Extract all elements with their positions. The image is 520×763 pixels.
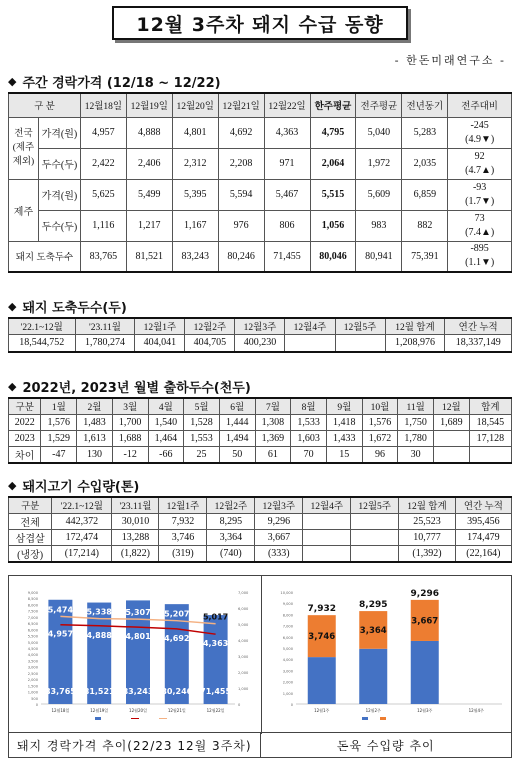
y2-tick-label: 6,000 [238, 607, 249, 611]
cell: 1,418 [326, 414, 362, 430]
cell: 3,667 [255, 529, 303, 545]
diamond-bullet-icon: ◆ [8, 75, 17, 88]
cell: 5,499 [126, 179, 172, 210]
y-tick-label: 8,000 [27, 603, 38, 608]
cell: 442,372 [52, 513, 112, 529]
bar-bottom-label: 81,521 [83, 687, 115, 696]
y-tick-label: 2,500 [27, 671, 38, 676]
header-cell: 12월2주 [185, 318, 235, 334]
y-tick-label: 10,000 [280, 591, 293, 595]
cell: 1,483 [77, 414, 113, 430]
cell: 1,553 [184, 430, 220, 446]
header-cell: 12월4주 [285, 318, 335, 334]
cell: (22,164) [455, 545, 511, 562]
cell: 4,363 [264, 117, 310, 148]
cell: 4,957 [80, 117, 126, 148]
cell [285, 334, 335, 352]
row-label: 돼지 도축두수 [9, 241, 81, 272]
cell: 25 [184, 446, 220, 463]
cell: 2,422 [80, 148, 126, 179]
cell: 10,777 [399, 529, 456, 545]
cell: 1,529 [41, 430, 77, 446]
header-cell: 구 분 [9, 93, 81, 117]
slaughter-table [8, 317, 512, 353]
cell [351, 513, 399, 529]
y-tick-label: 7,000 [27, 615, 38, 620]
cell: 5,040 [356, 117, 402, 148]
header-cell: 12월 합계 [399, 497, 456, 513]
cell: 8,295 [207, 513, 255, 529]
group-label: 제주 [9, 179, 39, 241]
left-caption: 돼지 경락가격 추이(22/23 12월 3주차) [16, 738, 252, 753]
header-cell: 전주평균 [356, 93, 402, 117]
cell: 25,523 [399, 513, 456, 529]
data-label-mid: 4,957 [47, 629, 74, 639]
cell: 2,035 [402, 148, 448, 179]
cell: 1,700 [112, 414, 148, 430]
y-tick-label: 2,000 [282, 680, 293, 685]
bar-other [359, 649, 387, 704]
table-row [9, 513, 512, 529]
cell: 5,395 [172, 179, 218, 210]
header-cell: 12월4주 [303, 497, 351, 513]
cell: 2022 [9, 414, 41, 430]
cell: 1,672 [362, 430, 398, 446]
header-cell: 4월 [148, 398, 184, 414]
y-tick-label: 3,500 [27, 659, 38, 664]
data-label-mid: 4,888 [86, 630, 112, 640]
page-title: 12월 3주차 돼지 수급 동향 [112, 6, 408, 40]
y-tick-label: 3,000 [27, 665, 38, 670]
data-label-total: 9,296 [410, 588, 439, 599]
cell: 5,283 [402, 117, 448, 148]
cell: 1,308 [255, 414, 291, 430]
header-cell: 10월 [362, 398, 398, 414]
header-cell: 12월1주 [135, 318, 185, 334]
row-label: 가격(원) [38, 179, 80, 210]
data-label-total: 7,932 [307, 604, 336, 615]
header-cell: 5월 [184, 398, 220, 414]
row-label: 두수(두) [38, 210, 80, 241]
charts-panel [8, 575, 512, 758]
cell: 400,230 [235, 334, 285, 352]
table-row [9, 430, 512, 446]
header-cell: 12월 합계 [385, 318, 445, 334]
header-cell: 2월 [77, 398, 113, 414]
header-cell: 12월2주 [207, 497, 255, 513]
cell: 174,479 [455, 529, 511, 545]
header-cell: 12월1주 [159, 497, 207, 513]
cell [303, 529, 351, 545]
header-cell: 1월 [41, 398, 77, 414]
y2-tick-label: 0 [238, 703, 241, 707]
section-heading: 2022년, 2023년 월별 출하두수(천두) [22, 381, 251, 396]
cell: 5,609 [356, 179, 402, 210]
cell: 404,041 [135, 334, 185, 352]
y-tick-label: 8,000 [282, 613, 293, 618]
cell: 18,337,149 [445, 334, 512, 352]
header-cell: 12월18일 [80, 93, 126, 117]
header-cell: 3월 [112, 398, 148, 414]
cell: 삼겹살 [9, 529, 52, 545]
cell: 1,208,976 [385, 334, 445, 352]
data-label-mid: 4,363 [202, 639, 229, 649]
cell: 70 [291, 446, 327, 463]
y2-tick-label: 2,000 [238, 671, 249, 675]
y-tick-label: 9,000 [282, 602, 293, 607]
header-cell: 8월 [291, 398, 327, 414]
y-tick-label: 0 [290, 703, 293, 707]
header-cell: 12월21일 [218, 93, 264, 117]
change-cell: 92 (4.7▲) [448, 148, 512, 179]
bar-bottom-label: 80,246 [161, 687, 193, 696]
price-trend-chart [9, 576, 261, 734]
cell: 3,746 [159, 529, 207, 545]
header-cell: 연간 누적 [455, 497, 511, 513]
cell: 1,603 [291, 430, 327, 446]
y2-tick-label: 3,000 [238, 655, 249, 659]
cell: 81,521 [126, 241, 172, 272]
section-heading: 돼지고기 수입량(톤) [22, 480, 140, 495]
cell: 172,474 [52, 529, 112, 545]
header-cell: 구분 [9, 497, 52, 513]
cell: 1,613 [77, 430, 113, 446]
data-label-mid: 4,692 [164, 633, 190, 643]
cell: 15 [326, 446, 362, 463]
cell: (1,392) [399, 545, 456, 562]
x-tick-label: 12월3주 [417, 708, 433, 713]
cell: 5,625 [80, 179, 126, 210]
change-cell: -93 (1.7▼) [448, 179, 512, 210]
cell: 71,455 [264, 241, 310, 272]
cell: 차이 [9, 446, 41, 463]
right-caption: 돈육 수입량 추이 [260, 733, 512, 757]
organization-label: - 한돈미래연구소 - [394, 54, 506, 67]
cell: 976 [218, 210, 264, 241]
cell: 1,972 [356, 148, 402, 179]
y-tick-label: 5,000 [282, 647, 293, 651]
cell: 83,243 [172, 241, 218, 272]
y-tick-label: 5,000 [27, 640, 38, 645]
cell: 18,544,752 [9, 334, 76, 352]
cell [434, 446, 470, 463]
y-tick-label: 500 [31, 696, 38, 701]
cell: 75,391 [402, 241, 448, 272]
cell: 17,128 [469, 430, 511, 446]
y-tick-label: 5,500 [27, 634, 38, 639]
data-label-top: 5,207 [164, 609, 190, 619]
cell: 983 [356, 210, 402, 241]
data-label-pork: 3,746 [308, 632, 336, 643]
cell: 395,456 [455, 513, 511, 529]
y-tick-label: 1,000 [282, 691, 293, 696]
section-heading: 돼지 도축두수(두) [22, 301, 127, 316]
y-tick-label: 8,500 [27, 597, 38, 602]
row-label: 가격(원) [38, 117, 80, 148]
cell: 1,369 [255, 430, 291, 446]
header-cell: 연간 누적 [445, 318, 512, 334]
header-cell: '22.1~12월 [52, 497, 112, 513]
x-tick-label: 12월1주 [314, 708, 330, 713]
cell: 30,010 [112, 513, 159, 529]
cell [469, 446, 511, 463]
cell: 6,859 [402, 179, 448, 210]
cell: 1,688 [112, 430, 148, 446]
cell: 30 [398, 446, 434, 463]
section-pork-imports [8, 476, 139, 495]
cell: 2,312 [172, 148, 218, 179]
auction-price-table [8, 92, 512, 273]
cell: -47 [41, 446, 77, 463]
x-tick-label: 12월4주 [468, 708, 484, 713]
table-row [9, 446, 512, 463]
cell: 83,765 [80, 241, 126, 272]
cell: -66 [148, 446, 184, 463]
cell: 13,288 [112, 529, 159, 545]
cell: 1,540 [148, 414, 184, 430]
data-label-top: 5,338 [86, 607, 112, 617]
cell [335, 334, 385, 352]
cell: 50 [219, 446, 255, 463]
cell: (319) [159, 545, 207, 562]
cell: 1,780,274 [75, 334, 135, 352]
header-cell: 12월19일 [126, 93, 172, 117]
diamond-bullet-icon: ◆ [8, 380, 17, 393]
cell: (17,214) [52, 545, 112, 562]
y2-tick-label: 5,000 [238, 623, 249, 627]
legend-swatch [362, 717, 368, 720]
group-label: 전국 (제주 제외) [9, 117, 39, 179]
data-label-total: 8,295 [359, 600, 388, 611]
cell: 80,941 [356, 241, 402, 272]
cell: 1,494 [219, 430, 255, 446]
y-tick-label: 1,500 [27, 684, 38, 689]
bar-bottom-label: 83,765 [44, 687, 76, 696]
cell: 1,464 [148, 430, 184, 446]
cell: 1,528 [184, 414, 220, 430]
header-cell: 한주평균 [310, 93, 356, 117]
cell: 2,406 [126, 148, 172, 179]
cell: 1,750 [398, 414, 434, 430]
header-cell: '23.11월 [112, 497, 159, 513]
cell: 80,246 [218, 241, 264, 272]
cell: 2,064 [310, 148, 356, 179]
cell: 1,576 [362, 414, 398, 430]
pork-imports-table [8, 496, 512, 563]
section-heading: 주간 경락가격 (12/18 ~ 12/22) [22, 76, 221, 91]
y-tick-label: 0 [35, 703, 38, 707]
cell [351, 529, 399, 545]
cell: 3,364 [207, 529, 255, 545]
header-cell: 12월3주 [235, 318, 285, 334]
cell [303, 545, 351, 562]
cell: 2,208 [218, 148, 264, 179]
data-label-top: 5,307 [125, 608, 151, 618]
cell: 1,444 [219, 414, 255, 430]
x-tick-label: 12월18일 [51, 708, 70, 713]
bar-other [308, 657, 336, 704]
legend-swatch [95, 717, 101, 720]
cell: 4,888 [126, 117, 172, 148]
data-label-pork: 3,667 [411, 616, 439, 627]
cell: 1,780 [398, 430, 434, 446]
table-row [9, 414, 512, 430]
cell: 1,533 [291, 414, 327, 430]
y-tick-label: 7,000 [282, 624, 293, 629]
y-tick-label: 9,000 [27, 591, 38, 595]
y-tick-label: 3,000 [282, 669, 293, 674]
bar-other [411, 641, 439, 704]
change-cell: -245 (4.9▼) [448, 117, 512, 148]
cell: 80,046 [310, 241, 356, 272]
cell: 4,795 [310, 117, 356, 148]
cell: 130 [77, 446, 113, 463]
data-label-mid: 4,801 [125, 632, 151, 642]
cell: 전체 [9, 513, 52, 529]
cell [351, 545, 399, 562]
cell: 1,576 [41, 414, 77, 430]
y-tick-label: 1,000 [27, 690, 38, 695]
cell: 5,515 [310, 179, 356, 210]
caption-row [9, 732, 511, 757]
row-label: 두수(두) [38, 148, 80, 179]
cell: 1,433 [326, 430, 362, 446]
cell: 1,116 [80, 210, 126, 241]
header-cell: 6월 [219, 398, 255, 414]
cell: 404,705 [185, 334, 235, 352]
cell: 971 [264, 148, 310, 179]
header-cell: 전주대비 [448, 93, 512, 117]
x-tick-label: 12월21일 [167, 708, 186, 713]
diamond-bullet-icon: ◆ [8, 479, 17, 492]
table-row [9, 545, 512, 562]
cell: (740) [207, 545, 255, 562]
y-tick-label: 4,000 [282, 658, 293, 663]
y2-tick-label: 7,000 [238, 591, 249, 595]
cell: (냉장) [9, 545, 52, 562]
cell: 18,545 [469, 414, 511, 430]
cell: 1,056 [310, 210, 356, 241]
change-cell: 73 (7.4▲) [448, 210, 512, 241]
y-tick-label: 6,000 [27, 628, 38, 633]
cell: 882 [402, 210, 448, 241]
data-label-top: 5,474 [47, 605, 74, 615]
cell: (1,822) [112, 545, 159, 562]
y2-tick-label: 1,000 [238, 687, 249, 691]
x-tick-label: 12월22일 [206, 708, 225, 713]
cell: 4,692 [218, 117, 264, 148]
y-tick-label: 6,500 [27, 622, 38, 627]
header-cell: 구분 [9, 398, 41, 414]
cell: 806 [264, 210, 310, 241]
y-tick-label: 4,500 [27, 647, 38, 651]
y-tick-label: 2,000 [27, 678, 38, 683]
cell: 7,932 [159, 513, 207, 529]
cell: 1,217 [126, 210, 172, 241]
cell [303, 513, 351, 529]
header-cell: 합계 [469, 398, 511, 414]
diamond-bullet-icon: ◆ [8, 300, 17, 313]
y2-tick-label: 4,000 [238, 639, 249, 643]
header-cell: 12월22일 [264, 93, 310, 117]
bar-bottom-label: 71,455 [200, 687, 232, 696]
header-cell: '22.1~12월 [9, 318, 76, 334]
header-cell: 12월 [434, 398, 470, 414]
header-cell: 12월3주 [255, 497, 303, 513]
cell: 9,296 [255, 513, 303, 529]
x-tick-label: 12월20일 [129, 708, 147, 713]
cell: 1,167 [172, 210, 218, 241]
table-row [9, 529, 512, 545]
cell [434, 430, 470, 446]
legend-swatch [380, 717, 386, 720]
header-cell: 12월5주 [335, 318, 385, 334]
cell: 96 [362, 446, 398, 463]
header-cell: 9월 [326, 398, 362, 414]
y-tick-label: 6,000 [282, 635, 293, 640]
import-trend-chart [262, 576, 513, 734]
header-cell: 7월 [255, 398, 291, 414]
cell: -12 [112, 446, 148, 463]
cell: 4,801 [172, 117, 218, 148]
section-monthly-shipments [8, 377, 251, 396]
monthly-shipments-table [8, 397, 512, 464]
data-label-top: 5,017 [202, 612, 229, 622]
cell: 61 [255, 446, 291, 463]
cell: (333) [255, 545, 303, 562]
section-auction-price [8, 72, 221, 91]
cell: 5,467 [264, 179, 310, 210]
y-tick-label: 4,000 [27, 653, 38, 658]
header-cell: 12월20일 [172, 93, 218, 117]
bar-bottom-label: 83,243 [122, 687, 154, 696]
header-cell: '23.11월 [75, 318, 135, 334]
cell: 2023 [9, 430, 41, 446]
x-tick-label: 12월2주 [365, 708, 381, 713]
header-cell: 11월 [398, 398, 434, 414]
section-slaughter [8, 297, 127, 316]
x-tick-label: 12월19일 [90, 708, 109, 713]
y-tick-label: 7,500 [27, 609, 38, 614]
price-trend-svg [9, 576, 261, 734]
import-trend-svg [262, 576, 513, 734]
data-label-pork: 3,364 [359, 625, 387, 636]
header-cell: 12월5주 [351, 497, 399, 513]
cell: 1,689 [434, 414, 470, 430]
change-cell: -895 (1.1▼) [448, 241, 512, 272]
cell: 5,594 [218, 179, 264, 210]
header-cell: 전년동기 [402, 93, 448, 117]
